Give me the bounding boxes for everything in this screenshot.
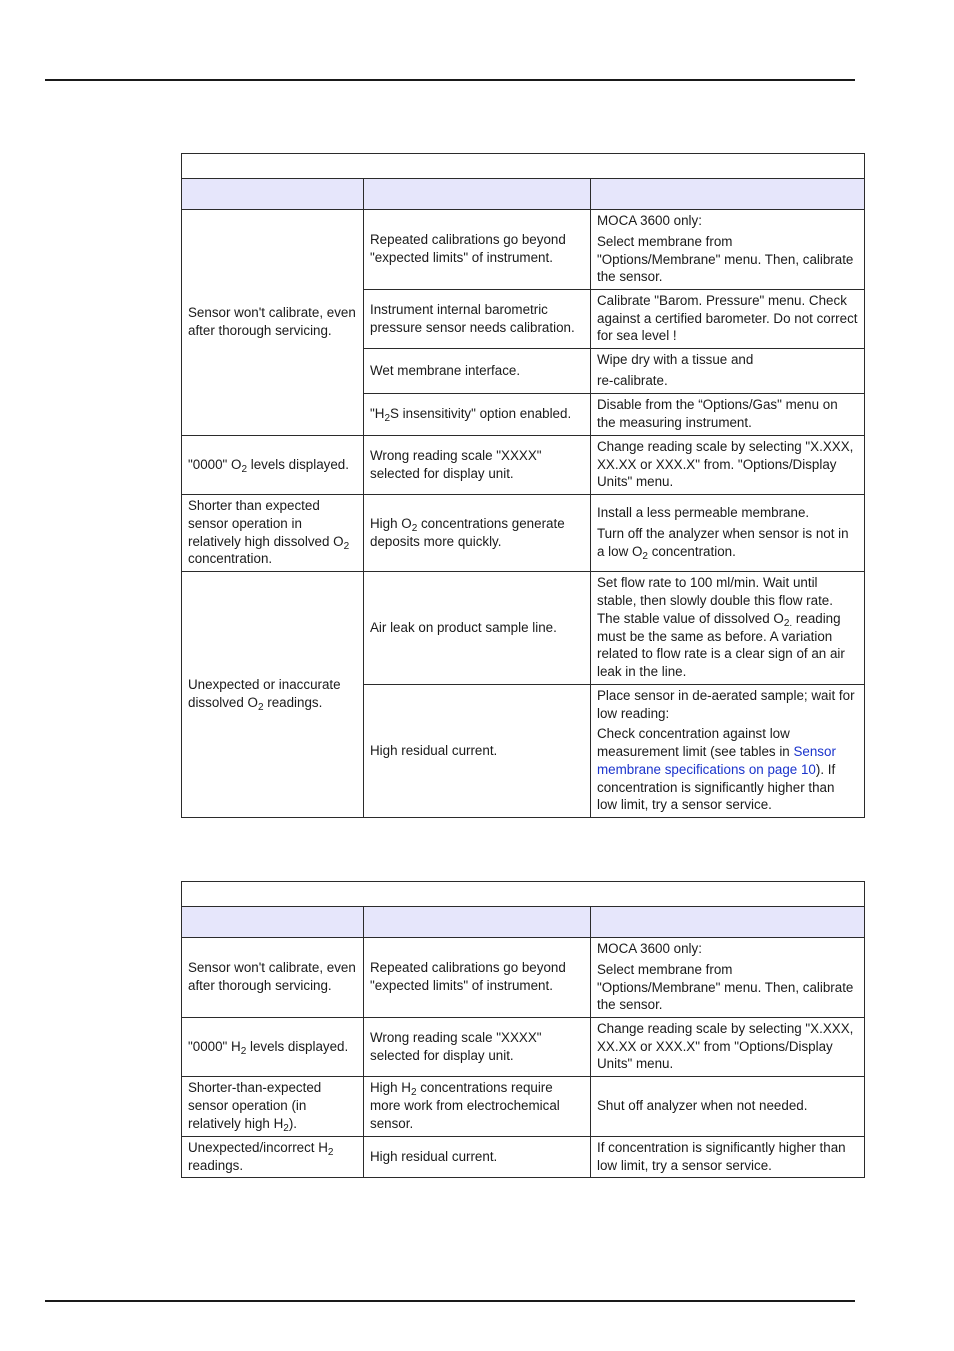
cause-cell: High $O_2$ concentrations generate deposits more quickly. — [364, 495, 591, 572]
cause-cell: "$H_2S$ insensitivity" option enabled. — [364, 394, 591, 436]
table-row — [182, 495, 865, 572]
footer-rule — [45, 1300, 855, 1302]
table-row — [182, 436, 865, 495]
action-text: Turn off the analyzer when sensor is not in a low $O_2$ concentration. — [597, 526, 849, 562]
action-cell — [591, 349, 865, 394]
table-row — [182, 1137, 865, 1178]
table-row — [182, 1018, 865, 1077]
problem-cell: Sensor won't calibrate, even after thorough servicing. — [182, 210, 364, 436]
action-cell: Set flow rate to 100 ml/min. Wait until stable, then slowly double this flow rate. The stable value of dissolved $O_{2.}$ reading must be the same as before. A variation related to flow rate is a clear sign of an air leak in the line. — [591, 572, 865, 685]
table-row — [182, 572, 865, 685]
action-text: Check concentration against low measurement limit (see tables in Sensor membrane specifications on page 10). If concentration is significantly higher than low limit, try a sensor service. — [597, 726, 836, 813]
action-text: Select membrane from "Options/Membrane" menu. Then, calibrate the sensor. — [597, 233, 854, 285]
action-text: Select membrane from "Options/Membrane" menu. Then, calibrate the sensor. — [597, 961, 854, 1013]
header-rule — [45, 79, 855, 81]
cause-cell: High residual current. — [364, 685, 591, 818]
cause-cell: Wrong reading scale "XXXX" selected for display unit. — [364, 1018, 591, 1077]
problem-cell: Unexpected or inaccurate dissolved $O_2$ readings. — [182, 572, 364, 818]
table-header-row — [182, 179, 865, 210]
sensor-membrane-specifications-link[interactable]: Sensor membrane specifications on page 10 — [597, 744, 836, 777]
table-row — [182, 210, 865, 290]
cause-cell: High $H_2$ concentrations require more work from electrochemical sensor. — [364, 1077, 591, 1137]
cause-cell: Wet membrane interface. — [364, 349, 591, 394]
action-cell: Change reading scale by selecting "X.XXX, XX.XX or XXX.X" from. "Options/Display Units" menu. — [591, 436, 865, 495]
problem-cell: Shorter-than-expected sensor operation (in relatively high $H_2$). — [182, 1077, 364, 1137]
action-cell — [591, 938, 865, 1018]
cause-cell: Repeated calibrations go beyond "expected limits" of instrument. — [364, 938, 591, 1018]
table-row — [182, 938, 865, 1018]
action-text: Install a less permeable membrane. — [597, 505, 810, 521]
cause-cell: Wrong reading scale "XXXX" selected for display unit. — [364, 436, 591, 495]
action-cell: Calibrate "Barom. Pressure" menu. Check against a certified barometer. Do not correct for sea level ! — [591, 290, 865, 349]
action-cell — [591, 210, 865, 290]
action-cell: Disable from the “Options/Gas" menu on the measuring instrument. — [591, 394, 865, 436]
table-row — [182, 1077, 865, 1137]
troubleshooting-table-oxygen — [181, 153, 865, 818]
action-cell: Change reading scale by selecting "X.XXX, XX.XX or XXX.X" from "Options/Display Units" menu. — [591, 1018, 865, 1077]
action-text: MOCA 3600 only: — [597, 212, 702, 228]
action-text: Place sensor in de-aerated sample; wait for low reading: — [597, 687, 855, 721]
cause-cell: Repeated calibrations go beyond "expected limits" of instrument. — [364, 210, 591, 290]
problem-cell: Shorter than expected sensor operation in relatively high dissolved $O_2$ concentration. — [182, 495, 364, 572]
cause-cell: Air leak on product sample line. — [364, 572, 591, 685]
problem-cell: Sensor won't calibrate, even after thorough servicing. — [182, 938, 364, 1018]
action-cell — [591, 495, 865, 572]
troubleshooting-table-hydrogen — [181, 881, 865, 1178]
problem-cell: "0000" $H_2$ levels displayed. — [182, 1018, 364, 1077]
action-text: MOCA 3600 only: — [597, 940, 702, 956]
action-cell — [591, 685, 865, 818]
problem-cell: Unexpected/incorrect $H_2$ readings. — [182, 1137, 364, 1178]
action-cell: Shut off analyzer when not needed. — [591, 1077, 865, 1137]
table-title-row — [182, 882, 865, 907]
cause-cell: Instrument internal barometric pressure sensor needs calibration. — [364, 290, 591, 349]
action-text: re-calibrate. — [597, 373, 668, 388]
cause-cell: High residual current. — [364, 1137, 591, 1178]
table-header-row — [182, 907, 865, 938]
table-title-row — [182, 154, 865, 179]
action-text: Wipe dry with a tissue and — [597, 352, 754, 368]
action-cell: If concentration is significantly higher than low limit, try a sensor service. — [591, 1137, 865, 1178]
problem-cell: "0000" $O_2$ levels displayed. — [182, 436, 364, 495]
